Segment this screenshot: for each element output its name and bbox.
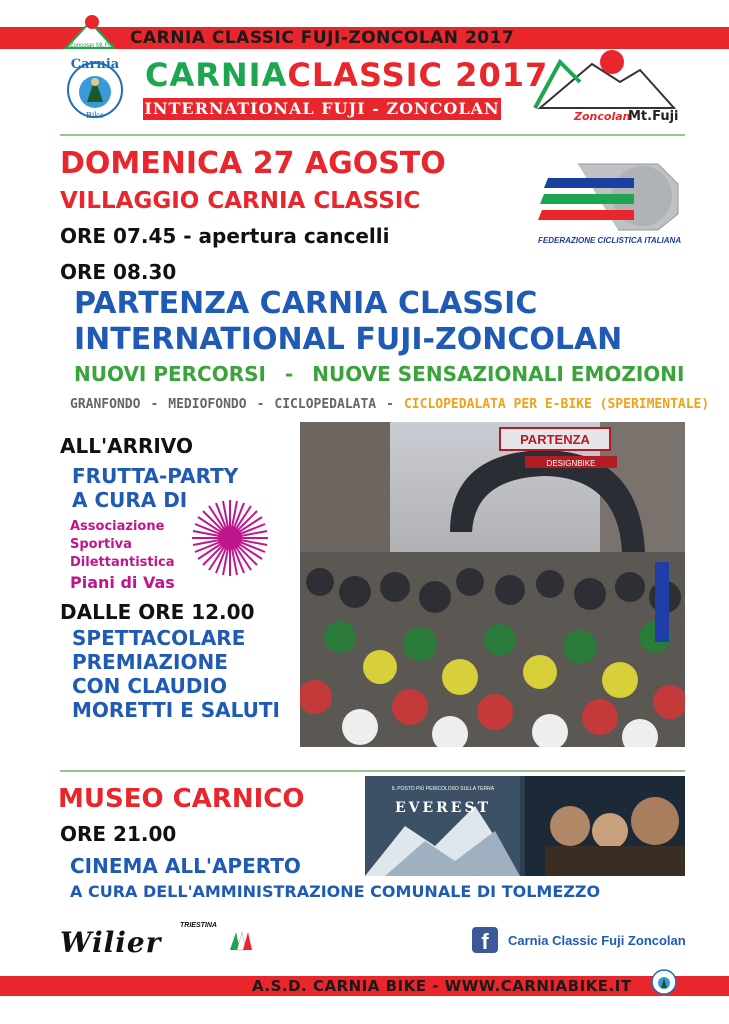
svg-text:PARTENZA: PARTENZA [520,432,590,447]
start-line2: INTERNATIONAL FUJI-ZONCOLAN [74,322,623,357]
awards-heading: DALLE ORE 12.00 [60,600,255,624]
cinema-line2: A CURA DELL'AMMINISTRAZIONE COMUNALE DI TOLMEZZO [70,882,601,901]
tagline-left: NUOVI PERCORSI [74,362,266,386]
brand-carnia: CARNIA [145,56,288,94]
fci-logo [538,154,680,249]
event-date: DOMENICA 27 AGOSTO [60,146,446,181]
assoc-line1: Associazione [70,519,165,534]
subbanner: INTERNATIONAL FUJI - ZONCOLAN [144,99,500,118]
svg-text:IL POSTO PIÙ PERICOLOSO SULLA: IL POSTO PIÙ PERICOLOSO SULLA TERRA [391,786,495,792]
assoc-line4: Piani di Vas [70,573,175,592]
awards-text [72,626,280,722]
carnia-small-logo [650,964,678,1000]
divider-bottom [60,770,685,772]
svg-text:EVEREST: EVEREST [394,800,492,816]
brand-title [145,56,548,94]
svg-text:Zoncolan: Zoncolan [574,110,631,123]
start-time: ORE 08.30 [60,260,177,284]
fci-label: FEDERAZIONE CICLISTICA ITALIANA [538,236,682,245]
museum-time: ORE 21.00 [60,822,177,846]
brand-classic: CLASSIC 2017 [287,56,549,94]
party-line1: FRUTTA-PARTY [72,464,239,488]
tagline-right: NUOVE SENSAZIONALI EMOZIONI [312,362,685,386]
museum-heading: MUSEO CARNICO [58,784,305,814]
assoc-line3: Dilettantistica [70,555,175,570]
category-ciclopedalata: CICLOPEDALATA [274,397,377,412]
category-granfondo: GRANFONDO [70,397,141,412]
zoncolan-fuji-small-logo [62,14,118,50]
category-ebike: CICLOPEDALATA PER E-BIKE (SPERIMENTALE) [403,397,710,412]
event-venue: VILLAGGIO CARNIA CLASSIC [60,188,421,214]
top-title: CARNIA CLASSIC FUJI-ZONCOLAN 2017 [130,28,515,48]
awards-line2: PREMIAZIONE [72,650,228,674]
cinema-line1: CINEMA ALL'APERTO [70,854,301,878]
svg-text:DESIGNBIKE: DESIGNBIKE [546,459,596,468]
zoncolan-fuji-logo [520,42,680,124]
arrival-heading: ALL'ARRIVO [60,434,193,458]
svg-text:Mt.Fuji: Mt.Fuji [628,109,679,124]
wilier-text: Wilier [60,926,162,959]
assoc-line2: Sportiva [70,537,132,552]
awards-line1: SPETTACOLARE [72,626,246,650]
starburst-icon [190,498,270,578]
tagline-sep: - [284,362,294,386]
wilier-sub: TRIESTINA [180,922,217,929]
association [70,518,175,592]
svg-text:Carnia: Carnia [70,57,120,72]
categories: GRANFONDO - MEDIOFONDO - CICLOPEDALATA - CICLOPEDALATA PER E-BIKE (SPERIMENTALE) [70,397,710,412]
party-line2: A CURA DI [72,488,188,512]
divider-top [60,134,685,136]
wilier-logo [60,922,260,962]
category-mediofondo: MEDIOFONDO [168,397,247,412]
awards-line4: MORETTI E SALUTI [72,698,280,722]
everest-poster [365,776,685,876]
start-line1: PARTENZA CARNIA CLASSIC [74,286,538,321]
race-photo [300,422,685,747]
svg-text:Zoncolan Mt.Fuji: Zoncolan Mt.Fuji [69,43,115,49]
bottom-title: A.S.D. CARNIA BIKE - WWW.CARNIABIKE.IT [252,977,632,995]
carnia-bike-logo [60,52,130,122]
tagline [74,362,684,386]
facebook-page-link[interactable]: Carnia Classic Fuji Zoncolan [508,933,686,948]
opening-time: ORE 07.45 - apertura cancelli [60,224,390,248]
svg-text:Bike: Bike [85,111,105,120]
awards-line3: CON CLAUDIO [72,674,227,698]
facebook-icon[interactable]: f [472,927,498,953]
